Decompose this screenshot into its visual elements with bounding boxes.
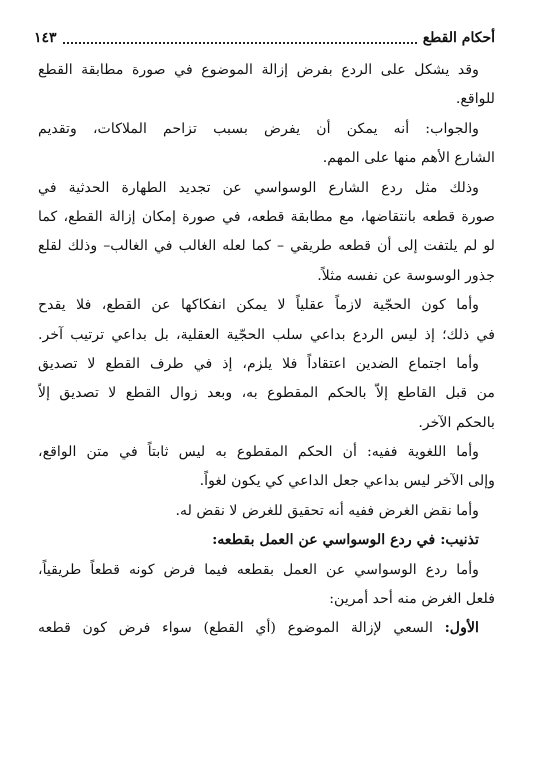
text-line bbox=[38, 321, 495, 350]
text-line bbox=[38, 497, 495, 526]
text-line bbox=[38, 262, 495, 291]
line-text: لو لم يلتفت إلى أن قطعه طريقي – كما لعله الغالب في الغالب– وذلك لقلع bbox=[38, 238, 495, 255]
text-line bbox=[38, 115, 495, 144]
line-text: وأما نقض الغرض ففيه أنه تحقيق للغرض لا نقض له. bbox=[175, 502, 479, 519]
text-line bbox=[38, 85, 495, 114]
line-text: فلعل الغرض منه أحد أمرين: bbox=[329, 591, 495, 608]
line-text: جذور الوسوسة عن نفسه مثلاً. bbox=[317, 267, 495, 284]
text-line bbox=[38, 467, 495, 496]
line-text: وأما اجتماع الضدين اعتقاداً فلا يلزم، إذ في طرف القطع لا تصديق bbox=[38, 355, 479, 372]
page-header bbox=[34, 28, 495, 48]
text-line bbox=[38, 232, 495, 261]
text-line bbox=[38, 585, 495, 614]
line-text: وإلى الآخر ليس بداعي جعل الداعي كي يكون لغواً. bbox=[199, 473, 495, 490]
line-text: وأما ردع الوسواسي عن العمل بقطعه فيما فرض كونه قطعاً طريقياً، bbox=[38, 561, 479, 578]
line-text: وذلك مثل ردع الشارع الوسواسي عن تجديد الطهارة الحدثية في bbox=[38, 179, 479, 196]
text-line bbox=[38, 203, 495, 232]
text-line bbox=[38, 56, 495, 85]
text-line bbox=[38, 144, 495, 173]
running-title: أحكام القطع bbox=[422, 30, 495, 46]
text-line bbox=[38, 409, 495, 438]
line-text: وأما كون الحجّية لازماً عقلياً لا يمكن انفكاكها عن القطع، فلا يقدح bbox=[38, 297, 479, 314]
text-line bbox=[38, 174, 495, 203]
line-text: الشارع الأهم منها على المهم. bbox=[322, 150, 495, 167]
line-text: وقد يشكل على الردع بفرض إزالة الموضوع في صورة مطابقة القطع bbox=[38, 62, 479, 78]
line-lead: الأول: bbox=[444, 620, 479, 637]
text-line bbox=[38, 614, 495, 643]
page-number: ١٤٣ bbox=[34, 30, 57, 46]
text-line bbox=[38, 556, 495, 585]
line-text: في ذلك؛ إذ ليس الردع بداعي سلب الحجّية العقلية، بل بداعي ترتيب آخر. bbox=[38, 326, 495, 343]
line-text: صورة قطعه بانتقاضها، مع مطابقة قطعه، في صورة إمكان إزالة القطع، كما bbox=[38, 208, 495, 225]
line-text: تذنيب: في ردع الوسواسي عن العمل بقطعه: bbox=[212, 532, 479, 549]
line-text: من قبل القاطع إلاّ بالحكم المقطوع به، وبعد زوال القطع لا تصديق إلاّ bbox=[38, 385, 495, 402]
line-text: وأما اللغوية ففيه: أن الحكم المقطوع به ليس ثابتاً في متن الواقع، bbox=[38, 444, 479, 461]
line-text: بالحكم الآخر. bbox=[418, 414, 495, 431]
text-line bbox=[38, 438, 495, 467]
line-text: السعي لإزالة الموضوع (أي القطع) سواء فرض كون قطعه bbox=[38, 620, 445, 637]
line-text: والجواب: أنه يمكن أن يفرض بسبب تزاحم الملاكات، وتقديم bbox=[38, 120, 479, 137]
dotted-leader bbox=[63, 32, 417, 44]
text-line bbox=[38, 379, 495, 408]
page-body bbox=[38, 56, 495, 644]
text-line bbox=[38, 526, 495, 555]
text-line bbox=[38, 291, 495, 320]
line-text: للواقع. bbox=[455, 91, 495, 108]
text-line bbox=[38, 350, 495, 379]
